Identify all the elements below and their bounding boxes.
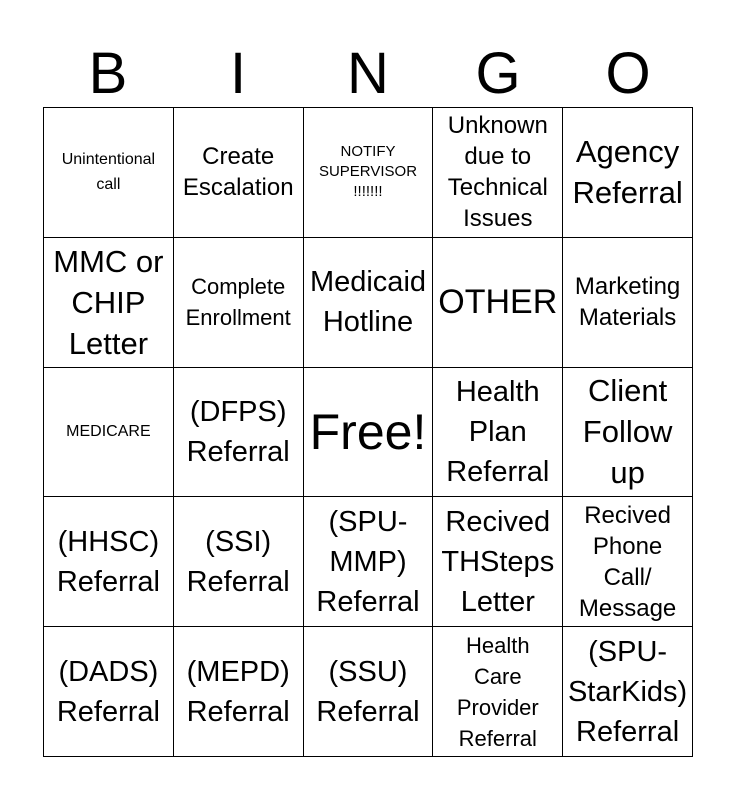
bingo-cell[interactable] <box>44 368 174 498</box>
bingo-cell[interactable] <box>44 627 174 757</box>
header-letter-i: I <box>229 41 247 106</box>
bingo-cell[interactable] <box>433 368 563 498</box>
bingo-cell[interactable] <box>174 368 304 498</box>
bingo-cell-label: (MEPD) Referral <box>186 655 290 728</box>
bingo-cell-label: Create Escalation <box>182 143 294 202</box>
bingo-cell-label: (SSI) Referral <box>186 525 290 598</box>
bingo-cell[interactable] <box>433 627 563 757</box>
bingo-grid <box>43 107 693 757</box>
bingo-cell-label: (SPU- MMP) Referral <box>316 505 420 618</box>
bingo-cell[interactable] <box>44 108 174 238</box>
bingo-cell-label: Unintentional call <box>61 151 156 194</box>
bingo-cell[interactable] <box>433 497 563 627</box>
bingo-cell[interactable] <box>433 238 563 368</box>
bingo-cell-label: Medicaid Hotline <box>309 266 427 339</box>
bingo-cell-label: Recived THSteps Letter <box>441 505 555 618</box>
bingo-cell-label: (SSU) Referral <box>316 655 420 728</box>
header-letter-n: N <box>347 41 389 106</box>
bingo-cell-label: Unknown due to Technical Issues <box>447 112 548 233</box>
bingo-cell[interactable] <box>563 238 693 368</box>
bingo-cell-label: (HHSC) Referral <box>56 525 160 598</box>
bingo-cell-label: Client Follow up <box>582 373 673 491</box>
bingo-cell[interactable] <box>563 368 693 498</box>
bingo-cell[interactable] <box>563 497 693 627</box>
header-letter-b: B <box>88 41 128 106</box>
bingo-cell-label: (DADS) Referral <box>56 655 160 728</box>
bingo-cell[interactable] <box>304 238 434 368</box>
header-letter-o: O <box>605 41 651 106</box>
bingo-cell-label: Recived Phone Call/ Message <box>578 501 677 622</box>
bingo-cell-label: NOTIFY SUPERVISOR !!!!!!! <box>318 143 418 201</box>
bingo-cell-label: Marketing Materials <box>574 273 681 332</box>
bingo-cell[interactable] <box>174 497 304 627</box>
bingo-header <box>43 40 693 108</box>
bingo-cell-label: Health Care Provider Referral <box>456 632 539 751</box>
bingo-cell[interactable] <box>563 108 693 238</box>
bingo-cell-label: (SPU- StarKids) Referral <box>567 635 688 748</box>
bingo-cell[interactable] <box>174 108 304 238</box>
bingo-cell-label: MEDICARE <box>66 423 151 441</box>
bingo-cell[interactable] <box>174 627 304 757</box>
bingo-cell-label: MMC or CHIP Letter <box>53 243 164 361</box>
bingo-cell[interactable] <box>433 108 563 238</box>
header-letter-g: G <box>475 41 521 106</box>
bingo-cell-label: Complete Enrollment <box>185 274 291 331</box>
bingo-cell[interactable] <box>304 368 434 498</box>
bingo-cell[interactable] <box>304 627 434 757</box>
bingo-cell-label: Free! <box>309 403 427 460</box>
bingo-cell-label: (DFPS) Referral <box>186 395 290 468</box>
bingo-cell-label: Health Plan Referral <box>446 375 550 488</box>
bingo-cell[interactable] <box>563 627 693 757</box>
bingo-cell[interactable] <box>44 238 174 368</box>
bingo-cell-label: Agency Referral <box>572 134 683 211</box>
bingo-cell[interactable] <box>304 108 434 238</box>
bingo-cell[interactable] <box>304 497 434 627</box>
bingo-cell-label: OTHER <box>438 283 558 322</box>
bingo-cell[interactable] <box>44 497 174 627</box>
bingo-cell[interactable] <box>174 238 304 368</box>
